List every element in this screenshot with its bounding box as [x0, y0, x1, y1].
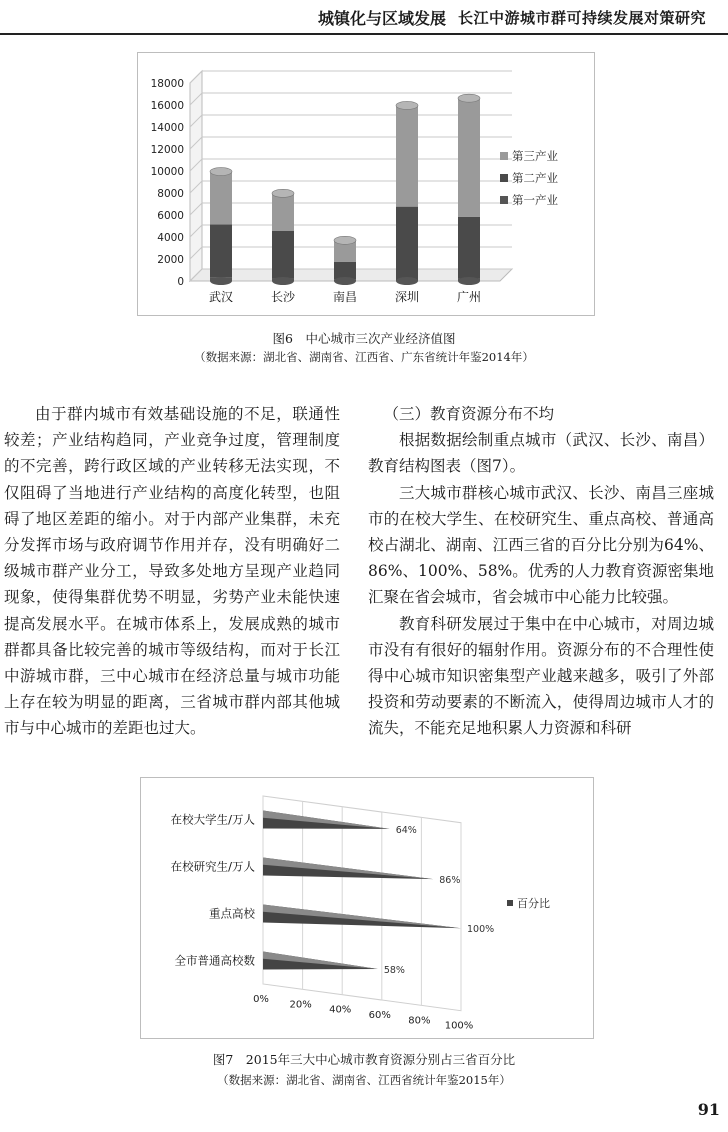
section-heading: （三）教育资源分布不均 — [383, 405, 555, 423]
chart6-bar-segment — [272, 231, 294, 278]
chart7-data-label: 58% — [383, 965, 405, 977]
chart7-xtick-label: 0% — [253, 994, 269, 1005]
chart6-bar-segment — [396, 105, 418, 206]
chart6-bar-segment — [272, 193, 294, 230]
chart6-bar-segment — [396, 207, 418, 281]
right-paragraph-2: 三大城市群核心城市武汉、长沙、南昌三座城市的在校大学生、在校研究生、重点高校、普通高校占湖北、湖南、江西三省的百分比分别为64%、86%、100%、58%。优秀的人力教育资源密集地汇聚在省会城市，省会城市中心能力比较强。 — [368, 483, 714, 607]
figure-6-svg — [138, 53, 594, 315]
chart6-ytick-label: 6000 — [157, 210, 184, 222]
chart6-bar-base — [396, 277, 418, 285]
left-paragraph: 由于群内城市有效基础设施的不足，联通性较差；产业结构趋同，产业竞争过度，管理制度的不完善，跨行政区域的产业转移无法实现，不仅阻碍了当地进行产业结构的高度化转型，也阻碍了地区差距的缩小。对于内部产业集群，未充分发挥市场与政府调节作用并存，没有明确好二级城市群产业分工，导致多处地方呈现产业趋同现象，使得集群优势不明显，劣势产业未能快速提高发展水平。在城市体系上，发展成熟的城市群都具备比较完善的城市等级结构，而对于长江中游城市群，三中心城市在经济总量与城市功能上存在较为明显的距离，三省城市群内部其他城市与中心城市的差距也过大。 — [4, 405, 340, 738]
chart6-legend-swatch — [500, 196, 508, 204]
chart6-legend-swatch — [500, 152, 508, 160]
chart6-category-label: 长沙 — [270, 290, 296, 304]
figure-6-caption: 图6 中心城市三次产业经济值图 — [272, 331, 456, 346]
chart6-ytick-label: 16000 — [150, 100, 184, 112]
chart7-category-label: 在校大学生/万人 — [170, 812, 255, 827]
chart6-ytick-label: 2000 — [157, 254, 184, 266]
chart7-category-label: 全市普通高校数 — [174, 953, 255, 968]
chart6-bar-cap — [458, 94, 480, 102]
chart7-legend-swatch — [507, 900, 513, 906]
right-paragraph-3: 教育科研发展过于集中在中心城市，对周边城市没有有很好的辐射作用。资源分布的不合理性使得中心城市知识密集型产业越来越多，吸引了外部投资和劳动要素的不断流入，使得周边城市人才的流失，不能充足地积累人力资源和科研 — [368, 614, 714, 738]
chart7-xtick-label: 100% — [444, 1020, 474, 1032]
chart7-category-label: 在校研究生/万人 — [170, 859, 255, 874]
chart6-bar-cap — [210, 168, 232, 176]
chart6-bar-segment — [210, 172, 232, 225]
chart6-bar-cap — [272, 189, 294, 197]
chart6-ytick-label: 0 — [177, 276, 184, 288]
figure-6-source: （数据来源：湖北省、湖南省、江西省、广东省统计年鉴2014年） — [194, 350, 534, 364]
chart6-category-label: 南昌 — [332, 290, 358, 304]
chart7-xtick-label: 80% — [408, 1015, 431, 1027]
chart6-category-label: 深圳 — [394, 290, 420, 304]
chart6-ytick-label: 10000 — [150, 166, 184, 178]
chart7-data-label: 64% — [395, 824, 417, 836]
right-column — [368, 401, 714, 742]
chart6-bar-segment — [210, 224, 232, 277]
chart6-bar-base — [334, 277, 356, 285]
chart6-category-label: 广州 — [456, 290, 482, 304]
chart7-xtick-label: 40% — [329, 1004, 352, 1016]
section-title: 城镇化与区域发展 — [318, 9, 447, 28]
left-column — [4, 401, 340, 742]
chart6-bar-segment — [458, 98, 480, 217]
chart6-bar-base — [210, 277, 232, 285]
chart6-legend-label: 第一产业 — [512, 193, 558, 207]
page-number: 91 — [697, 1100, 720, 1119]
header-rule — [0, 33, 728, 35]
figure-7-svg — [141, 778, 593, 1038]
chart6-category-label: 武汉 — [208, 290, 234, 304]
chart6-legend-label: 第三产业 — [512, 149, 558, 163]
chart7-data-label: 100% — [467, 924, 495, 936]
right-paragraph-1: 根据数据绘制重点城市（武汉、长沙、南昌）教育结构图表（图7）。 — [368, 431, 714, 476]
chart6-bar-base — [272, 277, 294, 285]
chart6-bar-segment — [458, 217, 480, 279]
figure-7-source: （数据来源：湖北省、湖南省、江西省统计年鉴2015年） — [217, 1073, 511, 1087]
chart7-category-label: 重点高校 — [209, 906, 255, 921]
figure-7-chart — [140, 777, 594, 1039]
chart6-ytick-label: 8000 — [157, 188, 184, 200]
chart6-ytick-label: 4000 — [157, 232, 184, 244]
chart6-bar-segment — [334, 262, 356, 279]
chart7-xtick-label: 20% — [289, 999, 312, 1011]
chart7-xtick-label: 60% — [368, 1010, 391, 1022]
chart7-legend-label: 百分比 — [517, 897, 550, 910]
chart6-legend-swatch — [500, 174, 508, 182]
article-title: 长江中游城市群可持续发展对策研究 — [458, 9, 707, 27]
chart6-ytick-label: 12000 — [150, 144, 184, 156]
chart6-gridline — [190, 71, 512, 83]
chart7-data-label: 86% — [439, 875, 461, 887]
chart6-bar-cap — [396, 101, 418, 109]
chart6-legend-label: 第二产业 — [512, 171, 558, 185]
figure-6-chart — [137, 52, 595, 316]
running-header — [0, 0, 728, 34]
chart6-ytick-label: 18000 — [150, 78, 184, 90]
chart6-ytick-label: 14000 — [150, 122, 184, 134]
figure-7-caption: 图7 2015年三大中心城市教育资源分别占三省百分比 — [212, 1052, 516, 1067]
chart6-bar-base — [458, 277, 480, 285]
chart6-bar-cap — [334, 236, 356, 244]
